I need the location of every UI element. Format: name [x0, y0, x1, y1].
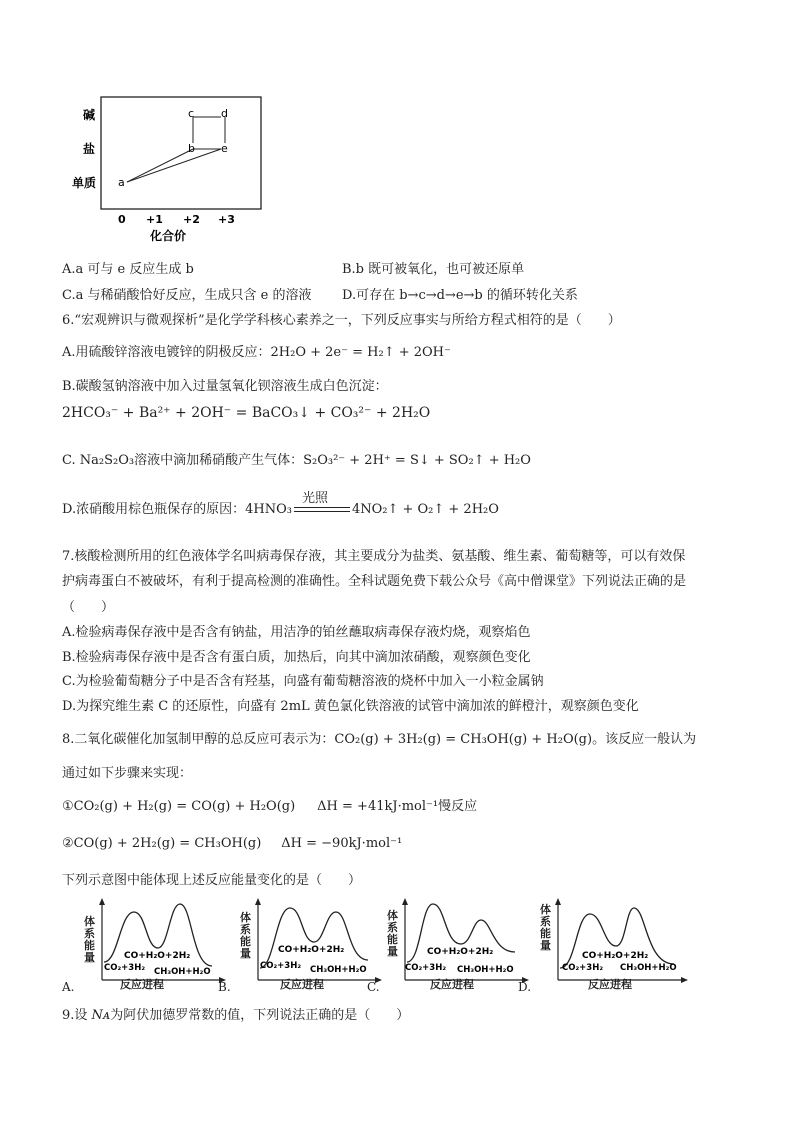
q5-option-c: C.a 与稀硝酸恰好反应，生成只含 e 的溶液	[62, 288, 312, 303]
q6-option-d	[62, 490, 499, 517]
x-tick-1: +1	[146, 213, 163, 226]
energy-diagram-b-start: CO₂+3H₂	[260, 961, 302, 971]
y-label-element: 单质	[72, 176, 97, 190]
energy-diagram-d-xlabel: 反应进程	[588, 978, 632, 991]
q6-a-equation: 2H₂O + 2e⁻ = H₂↑ + 2OH⁻	[270, 345, 451, 360]
q8-step1-equation: ①CO₂(g) + H₂(g) = CO(g) + H₂O(g)	[62, 799, 296, 814]
q7-stem-line1: 7.核酸检测所用的红色液体学名叫病毒保存液，其主要成分为盐类、氨基酸、维生素、葡萄糖等，可以有效保	[62, 549, 686, 564]
q6-option-c	[62, 449, 531, 468]
q6-option-a	[62, 341, 451, 360]
energy-diagram-a-start: CO₂+3H₂	[104, 963, 146, 973]
q5-option-d: D.可存在 b→c→d→e→b 的循环转化关系	[342, 288, 578, 303]
x-tick-3: +3	[218, 213, 235, 226]
q9-avogadro-symbol: Nᴀ	[91, 1008, 111, 1023]
q6-d-rhs: 4NO₂↑ + O₂↑ + 2H₂O	[351, 502, 499, 517]
q7-option-c: C.为检验葡萄糖分子中是否含有羟基，向盛有葡萄糖溶液的烧杯中加入一小粒金属钠	[62, 674, 544, 689]
q8-stem	[62, 728, 696, 747]
point-c: c	[188, 107, 195, 120]
q6-stem: 6.“宏观辨识与微观探析”是化学学科核心素养之一，下列反应事实与所给方程式相符的是（ ）	[62, 313, 621, 328]
point-d: d	[221, 107, 228, 120]
x-axis-title: 化合价	[150, 229, 187, 243]
energy-diagram-d-ylabel: 体系能量	[540, 903, 551, 952]
energy-diagram-a-mid: CO+H₂O+2H₂	[124, 951, 191, 961]
q6-d-text: D.浓硝酸用棕色瓶保存的原因：	[62, 502, 246, 517]
y-label-base: 碱	[83, 108, 96, 122]
q6-option-b-equation: 2HCO₃⁻ + Ba²⁺ + 2OH⁻ = BaCO₃↓ + CO₃²⁻ + 2H₂O	[62, 405, 431, 421]
energy-diagram-c-xlabel: 反应进程	[430, 978, 474, 991]
energy-diagram-b-mid: CO+H₂O+2H₂	[278, 945, 345, 955]
q6-d-condition: 光照	[301, 490, 328, 506]
energy-diagram-c-mid: CO+H₂O+2H₂	[427, 947, 494, 957]
energy-diagram-b-letter: B.	[218, 980, 231, 994]
energy-diagram-d-start: CO₂+3H₂	[562, 963, 604, 973]
q6-option-b-text: B.碳酸氢钠溶液中加入过量氢氧化钡溶液生成白色沉淀：	[62, 379, 388, 394]
q8-step2-enthalpy: ΔH = −90kJ·mol⁻¹	[281, 836, 403, 851]
q8-step2	[62, 836, 402, 851]
q8-step1	[62, 795, 477, 814]
x-tick-2: +2	[183, 213, 200, 226]
energy-diagram-a-letter: A.	[62, 980, 75, 994]
q8-stem-line2: 通过如下步骤来实现：	[62, 766, 193, 781]
q6-c-equation: S₂O₃²⁻ + 2H⁺ = S↓ + SO₂↑ + H₂O	[303, 453, 531, 468]
energy-diagram-b-ylabel: 体系能量	[240, 911, 251, 960]
energy-diagram-b-xlabel: 反应进程	[280, 978, 324, 991]
q8-question: 下列示意图中能体现上述反应能量变化的是（ ）	[62, 873, 362, 888]
q6-c-prefix: C.	[62, 453, 80, 468]
point-a: a	[118, 176, 125, 189]
q9-stem	[62, 1004, 409, 1023]
q9-stem-post: 为阿伏加德罗常数的值，下列说法正确的是（ ）	[110, 1008, 410, 1023]
q5-option-a: A.a 可与 e 反应生成 b	[62, 262, 194, 277]
energy-diagram-c-letter: C.	[367, 980, 380, 994]
energy-diagram-c-start: CO₂+3H₂	[405, 963, 447, 973]
valence-class-chart	[72, 97, 275, 247]
energy-diagram-d-mid: CO+H₂O+2H₂	[582, 951, 649, 961]
q8-total-equation: CO₂(g) + 3H₂(g) = CH₃OH(g) + H₂O(g)	[334, 732, 593, 747]
q6-d-lhs: 4HNO₃	[245, 502, 292, 517]
energy-diagram-a-xlabel: 反应进程	[120, 978, 164, 991]
q5-option-b: B.b 既可被氧化，也可被还原单	[342, 262, 525, 277]
energy-diagram-c-ylabel: 体系能量	[387, 909, 398, 958]
q8-stem-post: 。该反应一般认为	[592, 732, 697, 747]
point-e: e	[221, 142, 228, 155]
q6-a-text: A.用硫酸锌溶液电镀锌的阴极反应：	[62, 345, 271, 360]
point-b: b	[188, 142, 195, 155]
energy-diagram-d-letter: D.	[518, 980, 532, 994]
q7-option-d: D.为探究维生素 C 的还原性，向盛有 2mL 黄色氯化铁溶液的试管中滴加浓的鲜橙汁，观察颜色变化	[62, 699, 639, 714]
energy-diagram-a-end: CH₃OH+H₂O	[154, 967, 211, 977]
y-label-salt: 盐	[83, 142, 96, 156]
q6-c-text: 溶液中滴加稀硝酸产生气体：	[134, 453, 304, 468]
q9-stem-pre: 9.设	[62, 1008, 92, 1023]
q7-option-b: B.检验病毒保存液中是否含有蛋白质，加热后，向其中滴加浓硝酸，观察颜色变化	[62, 650, 531, 665]
energy-diagram-a-ylabel: 体系能量	[84, 915, 95, 964]
q8-step2-equation: ②CO(g) + 2H₂(g) = CH₃OH(g)	[62, 836, 262, 851]
q6-d-condition-arrow	[294, 490, 350, 517]
x-tick-0: 0	[118, 213, 126, 226]
energy-diagram-d-end: CH₃OH+H₂O	[620, 963, 677, 973]
q8-step1-enthalpy: ΔH = +41kJ·mol⁻¹	[317, 799, 439, 814]
energy-diagram-b-end: CH₃OH+H₂O	[310, 965, 367, 975]
q7-stem-line3: （ ）	[62, 600, 115, 615]
q7-option-a: A.检验病毒保存液中是否含有钠盐，用洁净的铂丝蘸取病毒保存液灼烧，观察焰色	[62, 625, 531, 640]
energy-diagram-c-end: CH₃OH+H₂O	[457, 965, 514, 975]
q6-c-reagent: Na₂S₂O₃	[79, 453, 135, 468]
q8-step1-note: 慢反应	[438, 799, 478, 814]
q7-stem-line2: 护病毒蛋白不被破坏，有利于提高检测的准确性。全科试题免费下载公众号《高中僧课堂》下列说法正确的是	[62, 574, 687, 589]
q8-stem-pre: 8.二氧化碳催化加氢制甲醇的总反应可表示为：	[62, 732, 335, 747]
